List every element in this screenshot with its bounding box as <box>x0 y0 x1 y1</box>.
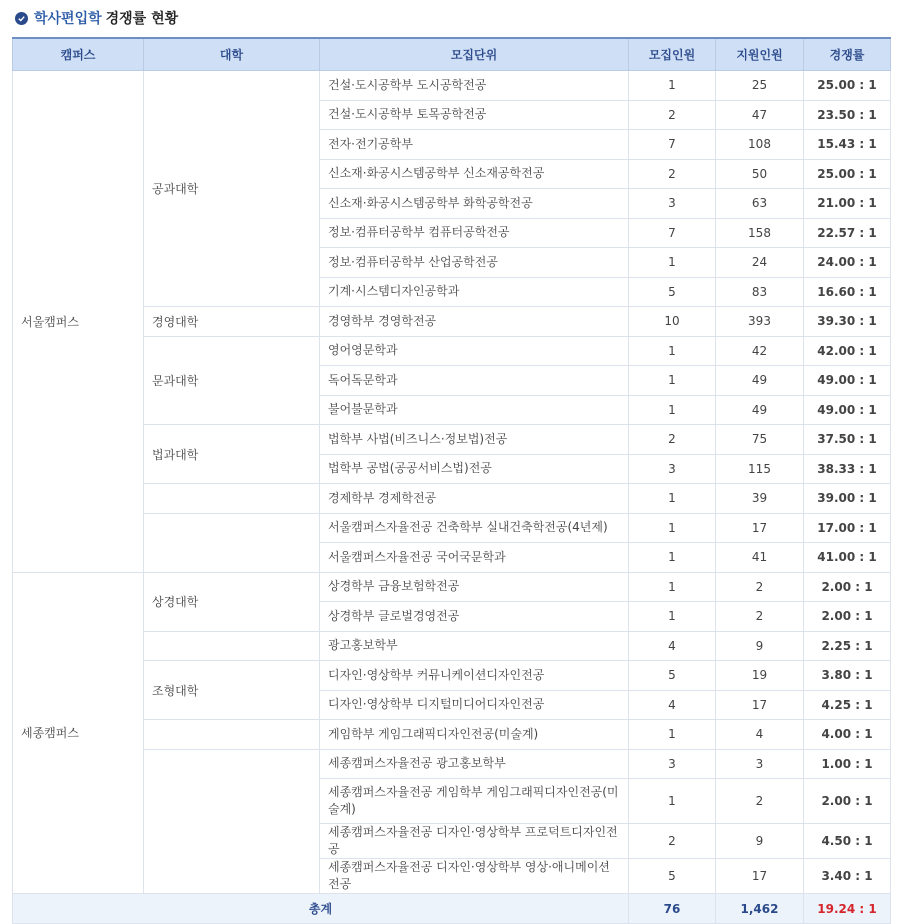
rate-cell: 23.50 : 1 <box>804 100 891 130</box>
quota-cell: 3 <box>629 749 716 779</box>
header-unit: 모집단위 <box>320 38 629 71</box>
quota-cell: 5 <box>629 277 716 307</box>
rate-cell: 39.30 : 1 <box>804 307 891 337</box>
table-row <box>13 661 891 691</box>
quota-cell: 1 <box>629 543 716 573</box>
applicants-cell: 4 <box>716 720 804 750</box>
unit-cell: 광고홍보학부 <box>320 631 629 661</box>
unit-cell: 기계·시스템디자인공학과 <box>320 277 629 307</box>
table-row <box>13 336 891 366</box>
quota-cell: 1 <box>629 366 716 396</box>
rate-cell: 38.33 : 1 <box>804 454 891 484</box>
table-row <box>13 484 891 514</box>
title-rest: 경쟁률 현황 <box>105 11 179 27</box>
college-cell-hum: 문과대학 <box>144 336 320 425</box>
quota-cell: 5 <box>629 859 716 894</box>
rate-cell: 3.40 : 1 <box>804 859 891 894</box>
table-row <box>13 572 891 602</box>
applicants-cell: 17 <box>716 859 804 894</box>
rate-cell: 4.25 : 1 <box>804 690 891 720</box>
total-label: 총계 <box>13 894 629 924</box>
table-row <box>13 720 891 750</box>
unit-cell: 건설·도시공학부 도시공학전공 <box>320 71 629 101</box>
applicants-cell: 17 <box>716 513 804 543</box>
rate-cell: 4.00 : 1 <box>804 720 891 750</box>
unit-cell: 신소재·화공시스템공학부 신소재공학전공 <box>320 159 629 189</box>
table-row <box>13 425 891 455</box>
quota-cell: 2 <box>629 425 716 455</box>
college-cell-empty <box>144 513 320 572</box>
rate-cell: 17.00 : 1 <box>804 513 891 543</box>
unit-cell: 신소재·화공시스템공학부 화학공학전공 <box>320 189 629 219</box>
rate-cell: 3.80 : 1 <box>804 661 891 691</box>
quota-cell: 2 <box>629 100 716 130</box>
header-applicants: 지원인원 <box>716 38 804 71</box>
rate-cell: 25.00 : 1 <box>804 159 891 189</box>
college-cell-empty <box>144 484 320 514</box>
applicants-cell: 115 <box>716 454 804 484</box>
rate-cell: 39.00 : 1 <box>804 484 891 514</box>
table-header-row <box>13 38 891 71</box>
rate-cell: 4.50 : 1 <box>804 824 891 859</box>
rate-cell: 24.00 : 1 <box>804 248 891 278</box>
total-applicants: 1,462 <box>716 894 804 924</box>
applicants-cell: 2 <box>716 602 804 632</box>
unit-cell: 세종캠퍼스자율전공 광고홍보학부 <box>320 749 629 779</box>
quota-cell: 3 <box>629 189 716 219</box>
quota-cell: 2 <box>629 159 716 189</box>
quota-cell: 3 <box>629 454 716 484</box>
unit-cell: 디자인·영상학부 디지털미디어디자인전공 <box>320 690 629 720</box>
quota-cell: 1 <box>629 336 716 366</box>
applicants-cell: 83 <box>716 277 804 307</box>
quota-cell: 1 <box>629 779 716 824</box>
applicants-cell: 9 <box>716 824 804 859</box>
header-quota: 모집인원 <box>629 38 716 71</box>
college-cell-econ: 상경대학 <box>144 572 320 631</box>
header-rate: 경쟁률 <box>804 38 891 71</box>
applicants-cell: 24 <box>716 248 804 278</box>
rate-cell: 49.00 : 1 <box>804 366 891 396</box>
unit-cell: 정보·컴퓨터공학부 산업공학전공 <box>320 248 629 278</box>
unit-cell: 경영학부 경영학전공 <box>320 307 629 337</box>
rate-cell: 2.00 : 1 <box>804 602 891 632</box>
rate-cell: 42.00 : 1 <box>804 336 891 366</box>
total-row <box>13 894 891 924</box>
unit-cell: 영어영문학과 <box>320 336 629 366</box>
unit-cell: 디자인·영상학부 커뮤니케이션디자인전공 <box>320 661 629 691</box>
applicants-cell: 25 <box>716 71 804 101</box>
quota-cell: 1 <box>629 395 716 425</box>
unit-cell: 세종캠퍼스자율전공 디자인·영상학부 프로덕트디자인전공 <box>320 824 629 859</box>
rate-cell: 16.60 : 1 <box>804 277 891 307</box>
quota-cell: 1 <box>629 484 716 514</box>
unit-cell: 법학부 공법(공공서비스법)전공 <box>320 454 629 484</box>
college-cell-empty <box>144 749 320 894</box>
unit-cell: 불어불문학과 <box>320 395 629 425</box>
applicants-cell: 41 <box>716 543 804 573</box>
header-college: 대학 <box>144 38 320 71</box>
unit-cell: 정보·컴퓨터공학부 컴퓨터공학전공 <box>320 218 629 248</box>
applicants-cell: 63 <box>716 189 804 219</box>
applicants-cell: 39 <box>716 484 804 514</box>
unit-cell: 세종캠퍼스자율전공 게임학부 게임그래픽디자인전공(미술계) <box>320 779 629 824</box>
applicants-cell: 2 <box>716 572 804 602</box>
total-rate: 19.24 : 1 <box>804 894 891 924</box>
quota-cell: 7 <box>629 218 716 248</box>
applicants-cell: 49 <box>716 366 804 396</box>
campus-cell-sejong: 세종캠퍼스 <box>13 572 144 894</box>
applicants-cell: 47 <box>716 100 804 130</box>
rate-cell: 41.00 : 1 <box>804 543 891 573</box>
check-circle-icon <box>15 12 28 25</box>
college-cell-law: 법과대학 <box>144 425 320 484</box>
applicants-cell: 75 <box>716 425 804 455</box>
college-cell-eng: 공과대학 <box>144 71 320 307</box>
applicants-cell: 19 <box>716 661 804 691</box>
applicants-cell: 3 <box>716 749 804 779</box>
unit-cell: 건설·도시공학부 토목공학전공 <box>320 100 629 130</box>
unit-cell: 게임학부 게임그래픽디자인전공(미술계) <box>320 720 629 750</box>
applicants-cell: 9 <box>716 631 804 661</box>
quota-cell: 1 <box>629 602 716 632</box>
rate-cell: 21.00 : 1 <box>804 189 891 219</box>
rate-cell: 37.50 : 1 <box>804 425 891 455</box>
quota-cell: 5 <box>629 661 716 691</box>
quota-cell: 1 <box>629 513 716 543</box>
applicants-cell: 50 <box>716 159 804 189</box>
unit-cell: 상경학부 금융보험학전공 <box>320 572 629 602</box>
rate-cell: 49.00 : 1 <box>804 395 891 425</box>
applicants-cell: 42 <box>716 336 804 366</box>
applicants-cell: 158 <box>716 218 804 248</box>
rate-cell: 15.43 : 1 <box>804 130 891 160</box>
applicants-cell: 108 <box>716 130 804 160</box>
applicants-cell: 393 <box>716 307 804 337</box>
campus-cell-seoul: 서울캠퍼스 <box>13 71 144 573</box>
header-campus: 캠퍼스 <box>13 38 144 71</box>
quota-cell: 2 <box>629 824 716 859</box>
quota-cell: 1 <box>629 572 716 602</box>
unit-cell: 서울캠퍼스자율전공 국어국문학과 <box>320 543 629 573</box>
unit-cell: 경제학부 경제학전공 <box>320 484 629 514</box>
table-row <box>13 631 891 661</box>
quota-cell: 1 <box>629 248 716 278</box>
table-row <box>13 71 891 101</box>
quota-cell: 1 <box>629 71 716 101</box>
table-row <box>13 513 891 543</box>
college-cell-empty <box>144 631 320 661</box>
competition-rate-table <box>12 37 891 924</box>
college-cell-art: 조형대학 <box>144 661 320 720</box>
rate-cell: 1.00 : 1 <box>804 749 891 779</box>
quota-cell: 7 <box>629 130 716 160</box>
section-title <box>0 0 900 36</box>
unit-cell: 서울캠퍼스자율전공 건축학부 실내건축학전공(4년제) <box>320 513 629 543</box>
total-quota: 76 <box>629 894 716 924</box>
unit-cell: 독어독문학과 <box>320 366 629 396</box>
applicants-cell: 49 <box>716 395 804 425</box>
quota-cell: 4 <box>629 690 716 720</box>
unit-cell: 전자·전기공학부 <box>320 130 629 160</box>
rate-cell: 25.00 : 1 <box>804 71 891 101</box>
unit-cell: 상경학부 글로벌경영전공 <box>320 602 629 632</box>
applicants-cell: 2 <box>716 779 804 824</box>
applicants-cell: 17 <box>716 690 804 720</box>
rate-cell: 2.00 : 1 <box>804 779 891 824</box>
college-cell-biz: 경영대학 <box>144 307 320 337</box>
unit-cell: 세종캠퍼스자율전공 디자인·영상학부 영상·애니메이션전공 <box>320 859 629 894</box>
quota-cell: 10 <box>629 307 716 337</box>
table-row <box>13 749 891 779</box>
unit-cell: 법학부 사법(비즈니스·정보법)전공 <box>320 425 629 455</box>
title-accent: 학사편입학 <box>34 11 102 27</box>
rate-cell: 2.25 : 1 <box>804 631 891 661</box>
rate-cell: 2.00 : 1 <box>804 572 891 602</box>
rate-cell: 22.57 : 1 <box>804 218 891 248</box>
quota-cell: 4 <box>629 631 716 661</box>
college-cell-empty <box>144 720 320 750</box>
table-row <box>13 307 891 337</box>
quota-cell: 1 <box>629 720 716 750</box>
